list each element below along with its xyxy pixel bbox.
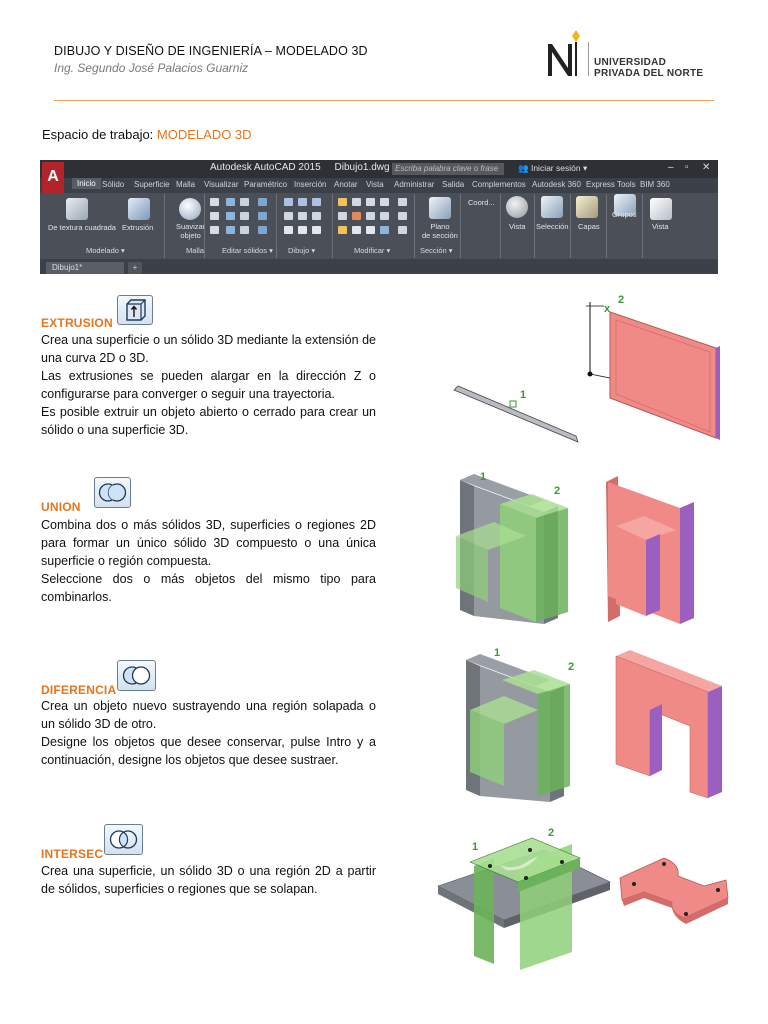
intersect-title: INTERSEC: [41, 847, 104, 861]
tab-inicio[interactable]: Inicio: [72, 178, 101, 189]
workspace-label: Espacio de trabajo:: [42, 127, 154, 142]
label-1: 1: [472, 841, 479, 853]
label-1: 1: [494, 647, 501, 659]
intersect-illustration: [434, 820, 730, 980]
document-title: DIBUJO Y DISEÑO DE INGENIERÍA – MODELADO 3D: [54, 44, 368, 58]
tab-administrar[interactable]: Administrar: [394, 180, 435, 189]
group-selection: [534, 194, 571, 258]
smooth-label-2: objeto: [180, 231, 201, 240]
tab-insercion[interactable]: Inserción: [294, 180, 327, 189]
union-result: [606, 476, 694, 624]
union-illustration: [440, 466, 730, 626]
tab-malla[interactable]: Malla: [176, 180, 196, 189]
label-2: 2: [548, 827, 555, 839]
subtract-icon: [117, 660, 156, 691]
group-label-dibujo[interactable]: Dibujo ▾: [288, 246, 316, 255]
difference-paragraph: Crea un objeto nuevo sustrayendo una región solapada o un sólido 3D de otro.: [41, 699, 376, 731]
union-title: UNION: [41, 500, 81, 514]
label-2: 2: [554, 485, 561, 497]
new-tab-icon[interactable]: +: [128, 262, 142, 274]
group-label-editar[interactable]: Editar sólidos ▾: [222, 246, 273, 255]
group-label-modificar[interactable]: Modificar ▾: [354, 246, 391, 255]
group-view: [500, 194, 535, 258]
chevron-down-icon: ▾: [582, 163, 588, 173]
label-1: 1: [480, 471, 487, 483]
view-button-label[interactable]: Vista: [509, 222, 526, 231]
extruded-solid: [610, 312, 720, 440]
minimize-icon[interactable]: –: [668, 162, 674, 173]
app-title: [210, 162, 390, 173]
tab-express-tools[interactable]: Express Tools: [586, 180, 636, 189]
tab-superficie[interactable]: Superficie: [134, 180, 170, 189]
coords-button[interactable]: Coord...: [468, 198, 495, 207]
app-name: Autodesk AutoCAD 2015: [210, 162, 321, 173]
extrusion-paragraph: Es posible extruir un objeto abierto o cerrado para crear un sólido o una superficie 3D.: [41, 405, 376, 437]
label-2: 2: [618, 294, 625, 306]
input-solids: [456, 474, 568, 624]
intersect-icon: [104, 824, 143, 855]
tab-visualizar[interactable]: Visualizar: [204, 180, 239, 189]
smooth-label-1: Suavizar: [176, 222, 206, 231]
login-label: Iniciar sesión: [530, 163, 581, 173]
extrusion-paragraph: Las extrusiones se pueden alargar en la dirección Z o configurarse para converger o seguir una trayectoria.: [41, 369, 376, 401]
view2-icon[interactable]: [650, 198, 672, 220]
header-divider: [54, 100, 714, 101]
tab-solido[interactable]: Sólido: [102, 180, 125, 189]
tab-autodesk360[interactable]: Autodesk 360: [532, 180, 581, 189]
selection-button-label[interactable]: Selección: [536, 222, 569, 231]
union-paragraph: Seleccione dos o más objetos del mismo tipo para combinarlos.: [41, 572, 376, 604]
search-input[interactable]: Escriba palabra clave o frase: [392, 163, 504, 175]
layers-button-label[interactable]: Capas: [578, 222, 600, 231]
university-line1: UNIVERSIDAD: [594, 57, 667, 68]
union-icon: [94, 477, 131, 508]
group-coords: [460, 194, 501, 258]
difference-illustration: [440, 646, 730, 806]
university-line2: PRIVADA DEL NORTE: [594, 68, 704, 79]
label-1: 1: [520, 389, 527, 401]
extrusion-title: EXTRUSION: [41, 316, 113, 330]
groups-button-label[interactable]: Grupos: [612, 210, 637, 219]
section-label-1: Plano: [430, 222, 450, 231]
group-label-seccion[interactable]: Sección ▾: [420, 246, 453, 255]
login-button[interactable]: [518, 163, 587, 174]
university-name: [594, 57, 703, 79]
extrusion-paragraph: Crea una superficie o un sólido 3D mediante la extensión de una curva 2D o 3D.: [41, 333, 376, 365]
file-name: Dibujo1.dwg: [334, 162, 390, 173]
difference-result: [616, 650, 722, 798]
view2-button-label[interactable]: Vista: [652, 222, 669, 231]
intersect-result: [620, 858, 728, 924]
user-icon: 👥: [518, 163, 529, 173]
group-layers: [570, 194, 607, 258]
section-label-2: de sección: [422, 231, 458, 240]
extrusion-description: [41, 331, 376, 439]
extrude-button-label[interactable]: Extrusión: [122, 223, 154, 232]
extrusion-illustration: [440, 288, 730, 448]
box-button-label[interactable]: De textura cuadrada: [48, 223, 116, 232]
input-solids: [438, 838, 610, 970]
label-2: 2: [568, 661, 575, 673]
file-tab[interactable]: Dibujo1*: [46, 262, 124, 274]
autocad-logo-icon[interactable]: A: [42, 162, 64, 194]
union-paragraph: Combina dos o más sólidos 3D, superficies o regiones 2D para formar un único sólido 3D compuesto o una única superficie o región compuesta.: [41, 518, 376, 568]
document-author: Ing. Segundo José Palacios Guarniz: [54, 61, 249, 75]
workspace-value: MODELADO 3D: [156, 127, 252, 142]
group-label-malla[interactable]: Malla: [186, 246, 204, 255]
intersect-description: [41, 862, 376, 898]
close-icon[interactable]: ✕: [702, 162, 711, 173]
difference-paragraph: Designe los objetos que desee conservar, pulse Intro y a continuación, designe los objetos que desee sustraer.: [41, 735, 376, 767]
intersect-paragraph: Crea una superficie, un sólido 3D o una región 2D a partir de sólidos, superficies o regiones que se solapan.: [41, 864, 376, 896]
workspace-line: [42, 127, 252, 142]
difference-title: DIFERENCIA: [41, 683, 117, 697]
x-marker: x: [604, 303, 611, 315]
profile-curve: [454, 386, 578, 442]
extrude-icon: [117, 295, 153, 325]
group-groups: [606, 194, 643, 258]
tab-complementos[interactable]: Complementos: [472, 180, 526, 189]
ribbon-tabs: [68, 179, 718, 193]
tab-bim360[interactable]: BIM 360: [640, 180, 670, 189]
autocad-ribbon: [40, 160, 718, 274]
group-label-modelado[interactable]: Modelado ▾: [86, 246, 125, 255]
input-solids: [466, 654, 570, 802]
maximize-icon[interactable]: ▫: [685, 162, 689, 173]
tab-vista[interactable]: Vista: [366, 180, 384, 189]
tab-parametrico[interactable]: Paramétrico: [244, 180, 288, 189]
grip-marker: [510, 401, 516, 407]
difference-description: [41, 697, 376, 769]
tab-salida[interactable]: Salida: [442, 180, 465, 189]
tab-anotar[interactable]: Anotar: [334, 180, 358, 189]
union-description: [41, 516, 376, 606]
logo-n-icon: [548, 30, 580, 76]
